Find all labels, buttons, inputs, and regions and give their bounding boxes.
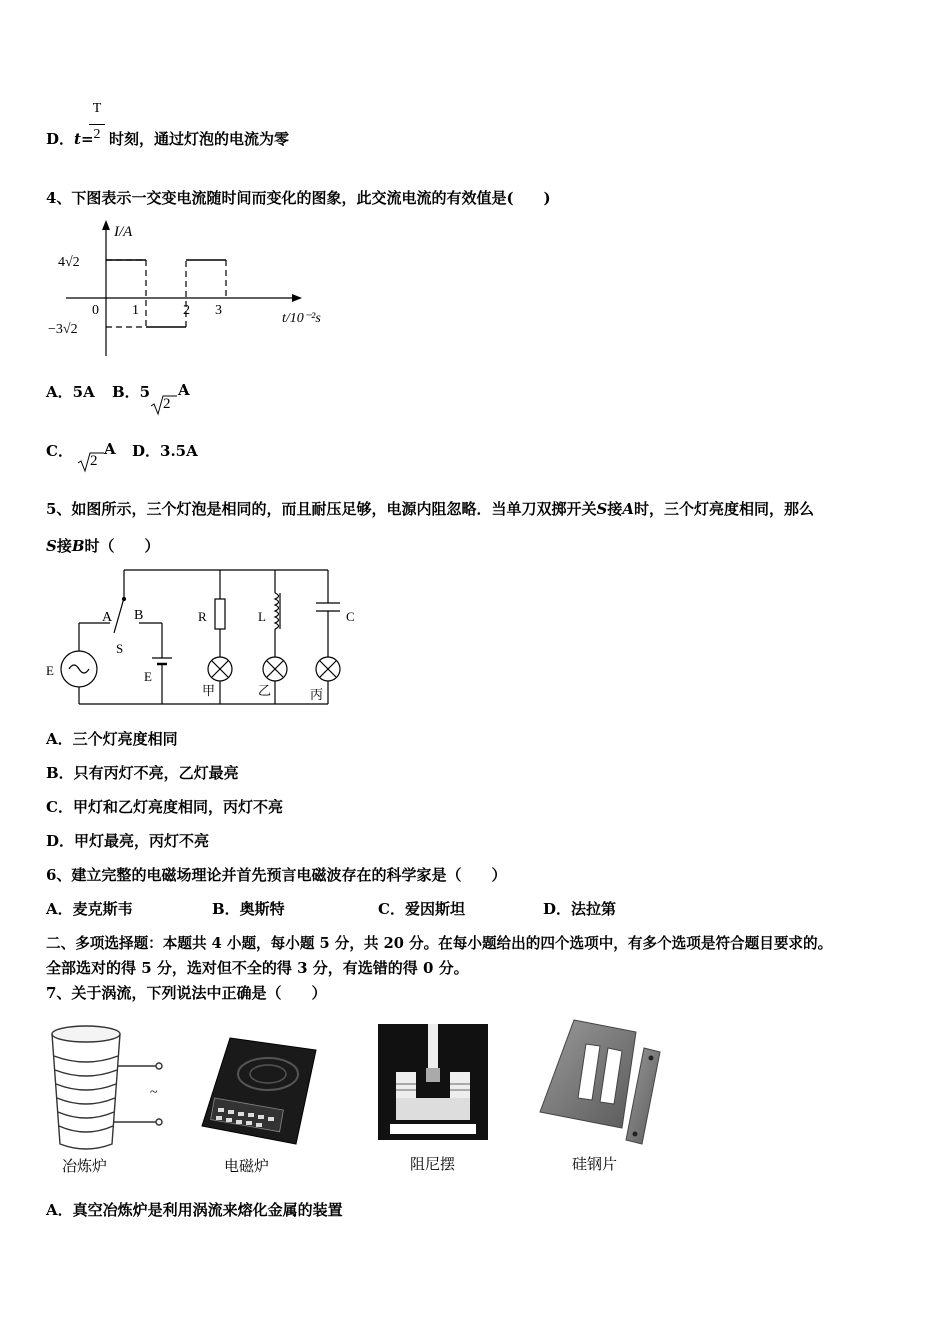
q3-d-eq: = xyxy=(80,130,94,148)
q4-ylabel: I/A xyxy=(114,224,133,240)
q4-wave-line xyxy=(106,260,226,327)
q4-waveform xyxy=(106,260,226,327)
q5-label-lamp1: 甲 xyxy=(202,683,216,698)
q4-origin-label: 0 xyxy=(92,303,99,318)
q6-option-c: C．爱因斯坦 xyxy=(378,900,465,918)
q7-coil-symbol: ~ xyxy=(150,1085,158,1100)
section2-line1: 二、多项选择题：本题共 4 小题，每小题 5 分，共 20 分。在每小题给出的四个选项中，有多个选项是符合题目要求的。 xyxy=(46,935,833,952)
q5-option-d: D．甲灯最亮，丙灯不亮 xyxy=(46,832,210,850)
q5-label-lamp3: 丙 xyxy=(310,687,324,702)
q7-option-a: A．真空冶炼炉是利用涡流来熔化金属的装置 xyxy=(46,1201,343,1219)
q5-label-ac-e: E xyxy=(46,663,54,678)
q5-mid1: 接 xyxy=(607,500,623,518)
q4-b-radicand: 2 xyxy=(163,396,171,412)
q5-label-b: B xyxy=(134,608,144,623)
q7-caption-2: 电磁炉 xyxy=(224,1159,270,1175)
q5-line2-mid: 接 xyxy=(56,537,72,555)
q5-stem-line2 xyxy=(46,535,160,556)
q5-resistor xyxy=(215,599,225,629)
q7-silicon-steel-image xyxy=(538,1018,668,1176)
q5-line2-var-s: S xyxy=(46,537,57,555)
q5-var-s: S xyxy=(596,500,608,518)
q5-option-c: C．甲灯和乙灯亮度相同，丙灯不亮 xyxy=(46,798,283,816)
q4-option-b-unit: A xyxy=(178,381,190,399)
q3-frac-den: 2 xyxy=(93,127,101,142)
q6-stem: 6、建立完整的电磁场理论并首先预言电磁波存在的科学家是（ ） xyxy=(46,866,507,884)
q3-option-d xyxy=(46,128,94,149)
section2-line2: 全部选对的得 5 分，选对但不全的得 3 分，有选错的得 0 分。 xyxy=(46,959,469,977)
q5-circuit-diagram xyxy=(44,563,364,711)
q4-ypos-label: 4√2 xyxy=(58,255,80,270)
q7-stem: 7、关于涡流，下列说法中正确是（ ） xyxy=(46,984,327,1002)
q4-option-c-unit: A xyxy=(104,440,116,458)
q4-y-arrow xyxy=(102,220,110,230)
q7-caption-1: 冶炼炉 xyxy=(62,1159,108,1175)
q5-label-a: A xyxy=(102,610,113,625)
q5-ac-wave-icon xyxy=(69,665,89,673)
q4-yneg-label: −3√2 xyxy=(48,322,78,337)
q3-d-text: 时刻，通过灯泡的电流为零 xyxy=(109,130,290,148)
q5-label-lamp2: 乙 xyxy=(258,683,272,698)
q5-stem-line1 xyxy=(46,498,814,519)
q4-x-arrow xyxy=(292,294,302,302)
q5-var-a: A xyxy=(622,500,634,518)
q4-xlabel: t/10⁻²s xyxy=(282,311,321,326)
q7-induction-cooker-image xyxy=(198,1026,318,1176)
q4-option-a: A．5A xyxy=(46,383,95,401)
q7-caption-3: 阻尼摆 xyxy=(410,1157,456,1173)
q5-line2-var-b: B xyxy=(71,537,85,555)
q5-stem-pre: 5、如图所示，三个灯泡是相同的，而且耐压足够，电源内阻忽略．当单刀双掷开关 xyxy=(46,500,597,518)
q7-damping-pendulum-image xyxy=(378,1024,490,1176)
q5-switch-blade xyxy=(114,598,124,633)
q5-label-l: L xyxy=(258,609,266,624)
q3-d-var: t xyxy=(74,130,81,148)
q5-label-c: C xyxy=(346,609,355,624)
q5-inductor xyxy=(275,593,279,629)
q5-option-b: B．只有丙灯不亮，乙灯最亮 xyxy=(46,764,239,782)
q6-option-d: D．法拉第 xyxy=(543,900,617,918)
q6-option-a: A．麦克斯韦 xyxy=(46,900,133,918)
q7-furnace-image xyxy=(44,1016,174,1176)
q5-option-a: A．三个灯亮度相同 xyxy=(46,730,178,748)
q5-label-s: S xyxy=(116,641,124,656)
q3-d-label: D． xyxy=(46,130,75,148)
q5-label-dc-e: E xyxy=(144,669,152,684)
q5-label-r: R xyxy=(198,609,207,624)
q4-option-b-label: B．5 xyxy=(112,383,151,401)
q4-c-radicand: 2 xyxy=(90,453,98,469)
q6-option-b: B．奥斯特 xyxy=(212,900,285,918)
q3-frac-num: T xyxy=(92,101,102,116)
q7-caption-4: 硅钢片 xyxy=(572,1157,618,1173)
q4-option-d: D．3.5A xyxy=(132,442,198,460)
q5-line2-post: 时（ ） xyxy=(84,537,160,555)
q4-option-c-label: C． xyxy=(46,442,73,460)
q4-current-graph xyxy=(44,216,344,366)
q4-stem: 4、下图表示一交变电流随时间而变化的图象，此交流电流的有效值是( ) xyxy=(46,189,551,207)
q3-frac-bar xyxy=(89,124,105,125)
q4-tick-1: 1 xyxy=(132,303,139,318)
q4-tick-3: 3 xyxy=(215,303,222,318)
q4-tick-2: 2 xyxy=(183,303,190,318)
q5-stem-post: 时，三个灯亮度相同，那么 xyxy=(633,500,814,518)
